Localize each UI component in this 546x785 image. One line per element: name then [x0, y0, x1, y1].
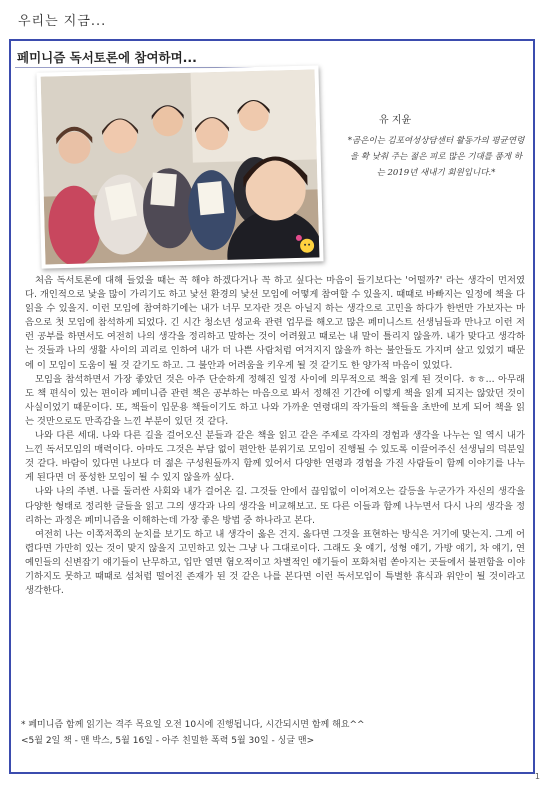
body-paragraph: 여전히 나는 이쪽저쪽의 눈치를 보기도 하고 내 생각이 옳은 건지. 옳다면 그것을 표현하는 방식은 거기에 맞는지. 그게 어렵다면 가만히 있는 것이 맞지 않을지 고민하고 있는 그냥 나 그대로이다. 그래도 옷 얘기, 성형 얘기, 가방 얘기, 차 얘기, 연예인들의 신변잡기 얘기들이 난무하고, 입만 열면 혐오적이고 차별적인 얘기들이 포화처럼 쏟아지는 곳들에서 불편함을 이야기하지도 못하고 때때로 섬처럼 떨어진 존재가 된 것 같은 나를 본다면 이런 독서모임이 특별한 휴식과 위안이 될 것이라고 생각한다. [25, 528, 525, 597]
schedule-note: * 페미니즘 함께 읽기는 격주 목요일 오전 10시에 진행됩니다, 시간되시면 함께 해요^^ [21, 720, 365, 730]
page-number: 1 [534, 772, 540, 781]
body-paragraph: 처음 독서토론에 대해 들었을 때는 꼭 해야 하겠다거나 꼭 하고 싶다는 마음이 들기보다는 '어떨까?' 라는 생각이 먼저였다. 개인적으로 낯을 많이 가리기도 하고 낯선 환경의 낯선 모임에 어떻게 참여할 수 있을지. 때때로 바빠지는 일정에 책을 다 읽을 수 있을지. 이런 모임에 참여하기에는 내가 너무 모자란 것은 아닐지 하는 생각으로 고민을 하다가 한번만 가보자는 마음으로 첫 모임에 참석하게 되었다. 긴 시간 청소년 성교육 관련 업무를 해오고 많은 페미니스트 선생님들과 만나고 이런 저런 공부를 하면서도 여전히 나의 생각을 정리하고 말하는 것이 어려웠고 때로는 내 말이 틀리지 않을까. 내가 맞다고 생각하는 것들과 나의 생활 사이의 괴리로 인하여 내가 더 나쁜 사람처럼 여겨지지 않을까 하는 불안들도 가지며 살고 있었기 때문에 이 모임이 도움이 될 것 같기도 하고. 그 불안과 어려움을 키우게 될 것 같기도 한 양가적 마음이 있었다. [25, 275, 525, 371]
article-heading: 페미니즘 독서토론에 참여하며... [17, 50, 197, 65]
schedule-books: <5월 2일 책 - 맨 박스, 5월 16일 - 아주 친밀한 폭력 5월 30일 - 싱글 맨> [21, 736, 315, 746]
article-body [25, 274, 525, 598]
article-frame [9, 39, 535, 774]
author-name: 유 지윤 [379, 115, 412, 126]
group-photo [36, 65, 323, 268]
group-photo-image [41, 69, 320, 264]
body-paragraph: 나와 다른 세대. 나와 다른 길을 걸어오신 분들과 같은 책을 읽고 같은 주제로 각자의 경험과 생각을 나누는 일 역시 내가 느낀 독서모임의 매력이다. 아마도 그것은 부담 없이 편안한 분위기로 모임이 진행될 수 있도록 이끌어주신 선생님의 덕분일 것 같다. 바람이 있다면 나보다 더 젊은 구성원들까지 함께 있어서 다양한 연령과 경험을 가진 사람들이 함께 이야기를 나누게 된다면 더 풍성한 모임이 될 수 있지 않을까 싶다. [25, 430, 525, 484]
body-paragraph: 모임을 참석하면서 가장 좋았던 것은 아주 단순하게 정해진 일정 사이에 의무적으로 책을 읽게 된 것이다. ㅎㅎ... 아무래도 책 편식이 있는 편이라 페미니즘 관련 책은 공부하는 마음으로 봐서 정해진 기간에 이렇게 책을 읽게 되지는 않았던 것이 사실이었기 때문이다. 또, 책들이 입문용 책들이기도 하고 나와 가까운 연령대의 작가들의 책들을 초반에 보게 되어 책을 읽는 것만으로도 만족감을 느낀 부분이 있던 것 같다. [25, 373, 525, 427]
schedule-footer [21, 717, 527, 749]
body-paragraph: 나와 나의 주변. 나를 둘러싼 사회와 내가 걸어온 길. 그것들 안에서 끊임없이 이어져오는 갈등을 누군가가 자신의 생각을 다양한 형태로 정리한 글들을 읽고 그의 생각과 나의 생각을 비교해보고. 또 다른 이들과 함께 나누면서 다시 나의 생각을 정리하는 과정은 페미니즘을 이해하는데 가장 좋은 방법 중 하나라고 본다. [25, 486, 525, 526]
author-note: *곰은이는 김포여성상담센터 활동가의 평균연령을 확 낮춰 주는 젊은 피로 많은 기대를 품게 하는 2019년 새내기 회원입니다.* [347, 136, 525, 178]
section-title: 우리는 지금... [18, 14, 107, 29]
